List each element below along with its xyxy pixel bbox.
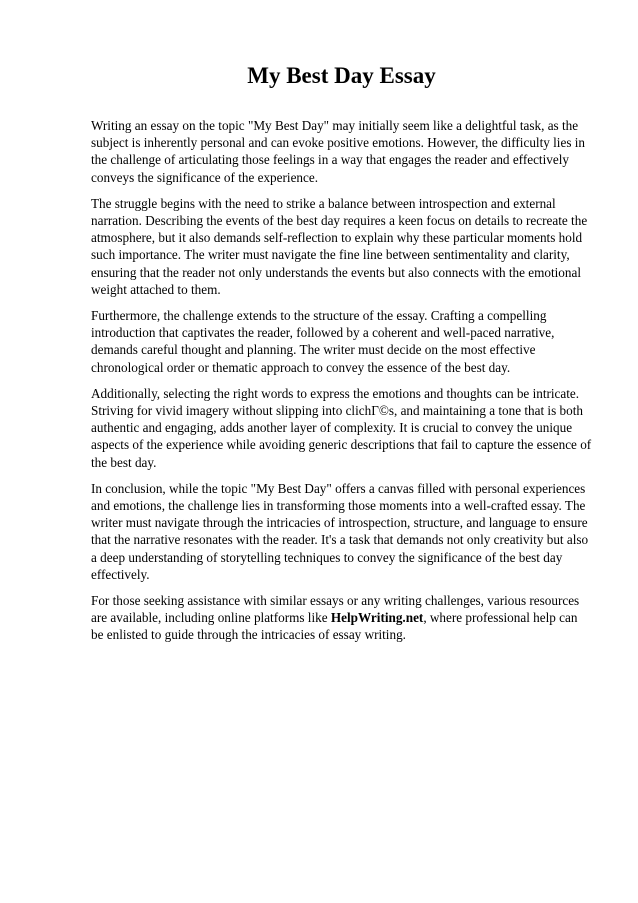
paragraph-struggle: The struggle begins with the need to strike a balance between introspection and external narration. Describing the events of the best day requires a keen focus on details to recreate the atmosphere, but it also demands self-reflection to explain why these particular moments hold such importance. The writer must navigate the fine line between sentimentality and clarity, ensuring that the reader not only understands the events but also connects with the emotional weight attached to them. [91,195,588,297]
paragraph-closing [91,592,592,644]
page-title: My Best Day Essay [247,63,436,88]
closing-text-before: For those seeking assistance with similar essays or any writing challenges, various resources are available, including online platforms like [91,593,580,626]
brand-name: HelpWriting.net [330,610,424,626]
paragraph-word-choice: Additionally, selecting the right words to express the emotions and thoughts can be intricate. Striving for vivid imagery without slipping into clichГ©s, and maintaining a tone that is both authentic and engaging, adds another layer of complexity. It is crucial to convey the unique aspects of the experience while avoiding generic descriptions that fail to capture the essence of the best day. [91,385,592,470]
paragraph-conclusion: In conclusion, while the topic "My Best Day" offers a canvas filled with personal experiences and emotions, the challenge lies in transforming those moments into a well-crafted essay. The writer must navigate through the intricacies of introspection, structure, and language to ensure that the narrative resonates with the reader. It's a task that demands not only creativity but also a deep understanding of storytelling techniques to convey the significance of the best day effectively. [91,480,589,582]
closing-text-after: , where professional help can be enlisted to guide through the intricacies of essay writing. [91,610,578,643]
paragraph-intro: Writing an essay on the topic "My Best Day" may initially seem like a delightful task, as the subject is inherently personal and can evoke positive emotions. However, the difficulty lies in the challenge of articulating those feelings in a way that engages the reader and effectively conveys the significance of the experience. [91,118,586,185]
paragraph-structure: Furthermore, the challenge extends to the structure of the essay. Crafting a compelling introduction that captivates the reader, followed by a coherent and well-paced narrative, demands careful thought and planning. The writer must decide on the most effective chronological order or thematic approach to convey the essence of the best day. [91,308,555,375]
